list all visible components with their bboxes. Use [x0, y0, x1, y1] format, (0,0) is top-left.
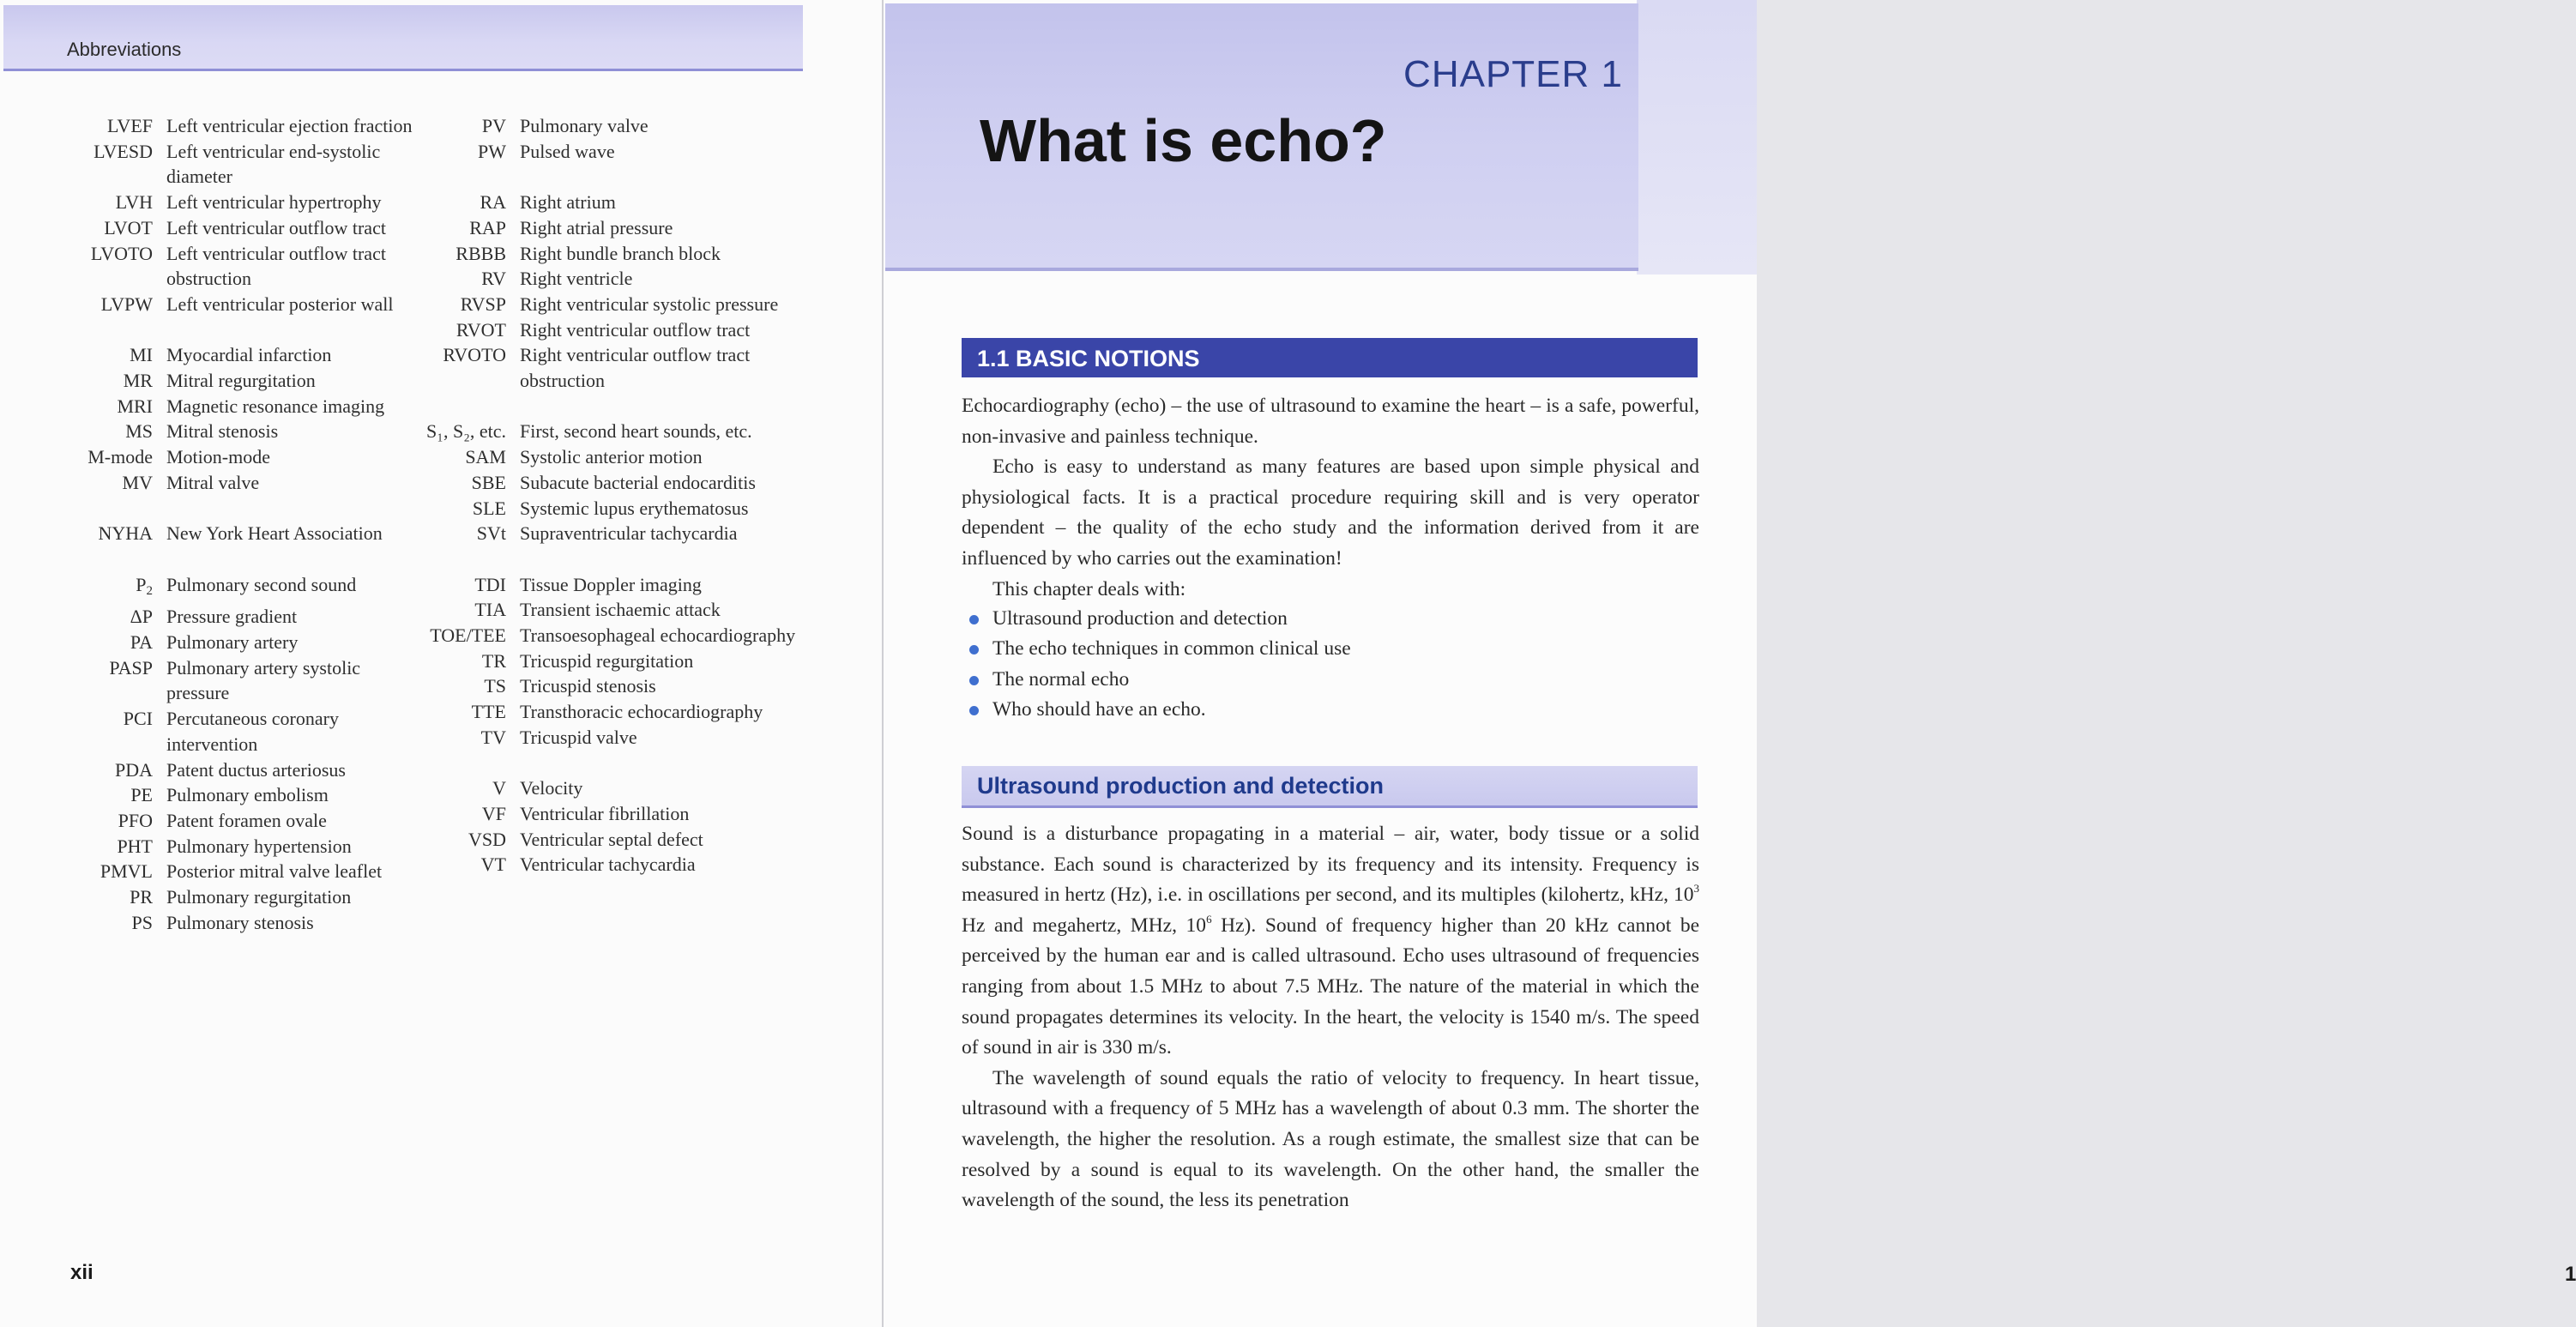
- abbreviation-row: [0, 775, 803, 801]
- abbreviation-term: VT: [480, 854, 506, 876]
- abbreviation-term: MS: [125, 420, 153, 443]
- bullet-icon: [969, 706, 979, 715]
- subsection-heading-bar: [962, 766, 1698, 808]
- abbreviation-term: MR: [123, 370, 153, 392]
- left-page: [0, 0, 882, 1327]
- abbreviation-definition: Pulmonary second sound: [166, 573, 357, 595]
- abbreviation-row: [0, 496, 803, 522]
- abbreviation-definition: Ventricular septal defect: [520, 828, 703, 850]
- abbreviation-definition: First, second heart sounds, etc.: [520, 420, 752, 443]
- abbreviation-definition: Pulmonary artery: [166, 631, 299, 654]
- abbreviation-definition: Patent foramen ovale: [166, 809, 327, 831]
- abbreviation-term: RVOT: [455, 318, 506, 341]
- abbreviation-term: $P_2$: [136, 573, 153, 598]
- abbreviation-definition: Pulsed wave: [520, 140, 615, 162]
- abbreviation-term: LVPW: [100, 293, 153, 315]
- abbreviation-term: S₁, S₂, etc.: [426, 420, 506, 443]
- abbreviation-definition: Left ventricular posterior wall: [166, 293, 394, 315]
- abbreviation-definition: Patent ductus arteriosus: [166, 758, 346, 781]
- abbreviation-definition: Right ventricular outflow tract: [520, 318, 751, 341]
- abbreviation-gap: [0, 546, 803, 572]
- abbreviation-term: PMVL: [100, 860, 153, 883]
- bullet-icon: [969, 676, 979, 685]
- abbreviation-definition: Subacute bacterial endocarditis: [520, 471, 756, 493]
- abbreviation-term: PW: [478, 140, 506, 162]
- abbreviation-row: [0, 317, 803, 343]
- abbreviation-row: [0, 673, 803, 699]
- abbreviation-row: [0, 521, 803, 546]
- list-item-text: The normal echo: [992, 667, 1130, 691]
- abbreviation-row: [0, 572, 803, 598]
- intro-paragraph: Echo is easy to understand as many features are based upon simple physical and physiological facts. It is a practical procedure requiring skill and is very operator dependent – the quality of the echo study and the information derived from it are influenced by who carries out the examination!: [962, 455, 1699, 570]
- abbreviation-row: [0, 884, 424, 910]
- abbreviation-term: TTE: [471, 701, 506, 723]
- abbreviation-row: [0, 292, 803, 317]
- abbreviation-definition: Pressure gradient: [166, 606, 298, 628]
- abbreviation-row: [0, 139, 803, 165]
- abbreviation-definition: Mitral valve: [166, 471, 260, 493]
- abbreviation-term: TOE/TEE: [430, 624, 506, 647]
- abbreviations-header-band: [3, 5, 803, 71]
- abbreviation-row: [0, 266, 803, 292]
- abbreviation-term: PASP: [109, 656, 153, 679]
- abbreviation-row: [0, 113, 803, 139]
- superscript: 6: [1206, 912, 1212, 926]
- abbreviation-row: [0, 623, 803, 648]
- abbreviation-definition: Left ventricular outflow tract obstruction: [166, 242, 386, 290]
- body-paragraph: The wavelength of sound equals the ratio of velocity to frequency. In heart tissue, ultrasound with a frequency of 5 MHz has a wavelength of about 0.3 mm. The shorter the wavelength, the higher the resolution. As a rough estimate, the smallest size that can be resolved by a sound is equal to its wavelength. On the other hand, the smaller the wavelength of the sound, the less its penetration: [962, 1066, 1699, 1212]
- abbreviation-term: SVt: [476, 522, 506, 545]
- abbreviation-row: [0, 725, 803, 751]
- list-item: [962, 695, 1699, 725]
- abbreviation-term: TIA: [474, 599, 506, 621]
- body-paragraph: [962, 819, 1699, 1064]
- abbreviation-definition: Tricuspid stenosis: [520, 675, 656, 697]
- page-number-right: 1: [2565, 1263, 2576, 1286]
- chapter-label: CHAPTER 1: [1403, 53, 1623, 95]
- abbreviation-term: SBE: [471, 471, 506, 493]
- abbreviation-term: TR: [481, 649, 506, 672]
- abbreviation-definition: Left ventricular end-systolic diameter: [166, 140, 381, 188]
- abbreviation-row: [0, 648, 803, 674]
- text-run: Hz). Sound of frequency higher than 20 kHz cannot be perceived by the human ear and is called ultrasound. Echo uses ultrasound of frequencies ranging from about 1.5 MHz to about 7.5 MHz. The nature of the material in which the sound propagates determines its velocity. In the heart, the velocity is 1540 m/s. The speed of sound in air is 330 m/s.: [962, 914, 1700, 1059]
- abbreviation-definition: Left ventricular hypertrophy: [166, 191, 382, 214]
- abbreviation-definition: Pulmonary embolism: [166, 784, 329, 806]
- abbreviation-definition: Magnetic resonance imaging: [166, 395, 385, 417]
- abbreviation-term: VSD: [468, 828, 506, 850]
- abbreviation-gap: [0, 164, 803, 190]
- page-number-left: xii: [70, 1261, 94, 1284]
- abbreviation-definition: Right ventricular systolic pressure: [520, 293, 779, 315]
- abbreviation-term: LVESD: [94, 140, 153, 162]
- abbreviation-definition: Pulmonary valve: [520, 115, 649, 136]
- abbreviation-definition: Right atrium: [520, 191, 616, 214]
- abbreviation-gap: [0, 751, 803, 776]
- abbreviation-definition: Mitral stenosis: [166, 420, 279, 443]
- abbreviation-definition: Systolic anterior motion: [520, 446, 703, 468]
- abbreviation-term: TS: [484, 675, 506, 697]
- abbreviation-term: PFO: [118, 809, 153, 831]
- abbreviation-definition: Tricuspid valve: [520, 726, 637, 748]
- abbreviation-row: [0, 419, 803, 444]
- abbreviation-term: LVOT: [104, 216, 153, 238]
- intro-text: [962, 391, 1699, 605]
- abbreviation-term: PCI: [123, 708, 153, 730]
- abbreviation-definition: Transthoracic echocardiography: [520, 701, 763, 723]
- abbreviation-term: M-mode: [87, 446, 153, 468]
- abbreviation-term: PA: [130, 631, 153, 654]
- abbreviation-definition: Transient ischaemic attack: [520, 599, 721, 621]
- abbreviation-definition: Myocardial infarction: [166, 344, 332, 366]
- abbreviation-definition: Pulmonary stenosis: [166, 911, 314, 933]
- abbreviation-term: PR: [130, 886, 153, 908]
- abbreviation-definition: New York Heart Association: [166, 522, 383, 545]
- abbreviation-term: NYHA: [98, 522, 153, 545]
- list-item-text: Who should have an echo.: [992, 697, 1206, 721]
- abbreviation-definition: Left ventricular ejection fraction: [166, 115, 413, 136]
- abbreviation-term: RVOTO: [443, 344, 506, 366]
- abbreviation-term: VF: [481, 802, 506, 824]
- abbreviation-term: PV: [481, 115, 506, 136]
- chapter-header-band: [885, 3, 1638, 271]
- abbreviation-row: [0, 699, 803, 725]
- abbreviation-term: MI: [130, 344, 153, 366]
- intro-paragraph: This chapter deals with:: [992, 577, 1186, 600]
- abbreviation-term: SLE: [472, 497, 506, 519]
- abbreviation-row: [0, 470, 803, 496]
- abbreviation-definition: Supraventricular tachycardia: [520, 522, 738, 545]
- abbreviation-row: [0, 827, 803, 853]
- abbreviations-header: Abbreviations: [67, 39, 182, 60]
- abbreviation-row: [0, 801, 803, 827]
- abbreviation-term: TV: [480, 726, 506, 748]
- abbreviation-term: RA: [480, 191, 506, 214]
- list-item: [962, 665, 1699, 695]
- abbreviation-definition: Transoesophageal echocardiography: [520, 624, 796, 647]
- abbreviation-row: [0, 910, 424, 936]
- list-item: [962, 634, 1699, 664]
- abbreviation-term: PE: [130, 784, 153, 806]
- abbreviation-row: [0, 597, 803, 623]
- abbreviation-term: LVH: [115, 191, 153, 214]
- bullet-icon: [969, 645, 979, 654]
- list-item: [962, 604, 1699, 634]
- abbreviation-term: MRI: [117, 395, 153, 417]
- abbreviation-definition: Right ventricle: [520, 268, 633, 290]
- abbreviation-definition: Left ventricular outflow tract: [166, 216, 386, 238]
- abbreviation-definition: Right ventricular outflow tract obstruction: [520, 344, 751, 392]
- abbreviation-definition: Right atrial pressure: [520, 216, 673, 238]
- abbreviation-term: TDI: [474, 573, 506, 595]
- abbreviation-term: V: [492, 777, 506, 799]
- abbreviation-term: RV: [481, 268, 506, 290]
- chapter-title: What is echo?: [980, 107, 1387, 174]
- abbreviation-definition: Right bundle branch block: [520, 242, 721, 264]
- abbreviation-row: [0, 444, 803, 470]
- abbreviations-column-right: [0, 113, 803, 878]
- abbreviation-term: PHT: [117, 835, 153, 857]
- subsection-heading: Ultrasound production and detection: [977, 773, 1384, 799]
- list-item-text: Ultrasound production and detection: [992, 607, 1288, 630]
- abbreviation-definition: Ventricular tachycardia: [520, 854, 696, 876]
- abbreviation-term: ΔP: [130, 606, 153, 628]
- abbreviation-definition: Pulmonary artery systolic pressure: [166, 656, 361, 704]
- abbreviation-term: MV: [122, 471, 153, 493]
- abbreviation-definition: Percutaneous coronary intervention: [166, 708, 339, 755]
- abbreviation-definition: Pulmonary regurgitation: [166, 886, 352, 908]
- abbreviation-term: SAM: [465, 446, 506, 468]
- section-heading: 1.1 BASIC NOTIONS: [977, 346, 1200, 371]
- list-item-text: The echo techniques in common clinical use: [992, 637, 1351, 660]
- abbreviation-row: [0, 852, 803, 878]
- right-page: [884, 0, 2576, 1327]
- abbreviation-term: LVOTO: [90, 242, 153, 264]
- abbreviation-term: RVSP: [460, 293, 506, 315]
- abbreviation-definition: Ventricular fibrillation: [520, 802, 690, 824]
- abbreviation-definition: Tricuspid regurgitation: [520, 649, 694, 672]
- abbreviation-definition: Systemic lupus erythematosus: [520, 497, 749, 519]
- chapter-band-edge: [1637, 0, 1757, 274]
- abbreviation-row: [0, 241, 803, 267]
- abbreviation-definition: Motion-mode: [166, 446, 270, 468]
- abbreviation-term: RAP: [469, 216, 506, 238]
- abbreviation-definition: Mitral regurgitation: [166, 370, 316, 392]
- ultrasound-text: [962, 819, 1699, 1216]
- abbreviation-row: [0, 190, 803, 215]
- abbreviation-definition: Velocity: [520, 777, 583, 799]
- abbreviation-definition: Posterior mitral valve leaflet: [166, 860, 383, 883]
- intro-paragraph: Echocardiography (echo) – the use of ultrasound to examine the heart – is a safe, powerful, non-invasive and painless technique.: [962, 395, 1699, 448]
- text-run: Sound is a disturbance propagating in a material – air, water, body tissue or a solid substance. Each sound is characterized by its frequency and its intensity. Frequency is measured in hertz (Hz), i.e. in oscillations per second, and its multiples (kilohertz, kHz, 10: [962, 823, 1699, 907]
- abbreviation-row: [0, 215, 803, 241]
- abbreviation-definition: Tissue Doppler imaging: [520, 573, 702, 595]
- abbreviation-row: [0, 342, 803, 393]
- abbreviation-gap: [0, 394, 803, 419]
- abbreviation-term: LVEF: [107, 115, 153, 136]
- superscript: 3: [1693, 882, 1699, 896]
- abbreviation-term: RBBB: [455, 242, 506, 264]
- abbreviation-term: PS: [131, 911, 153, 933]
- abbreviation-term: PDA: [114, 758, 153, 781]
- section-heading-bar: [962, 338, 1698, 377]
- bullet-icon: [969, 615, 979, 624]
- chapter-topics-list: [962, 604, 1699, 725]
- text-run: Hz and megahertz, MHz, 10: [962, 914, 1207, 937]
- abbreviation-definition: Pulmonary hypertension: [166, 835, 352, 857]
